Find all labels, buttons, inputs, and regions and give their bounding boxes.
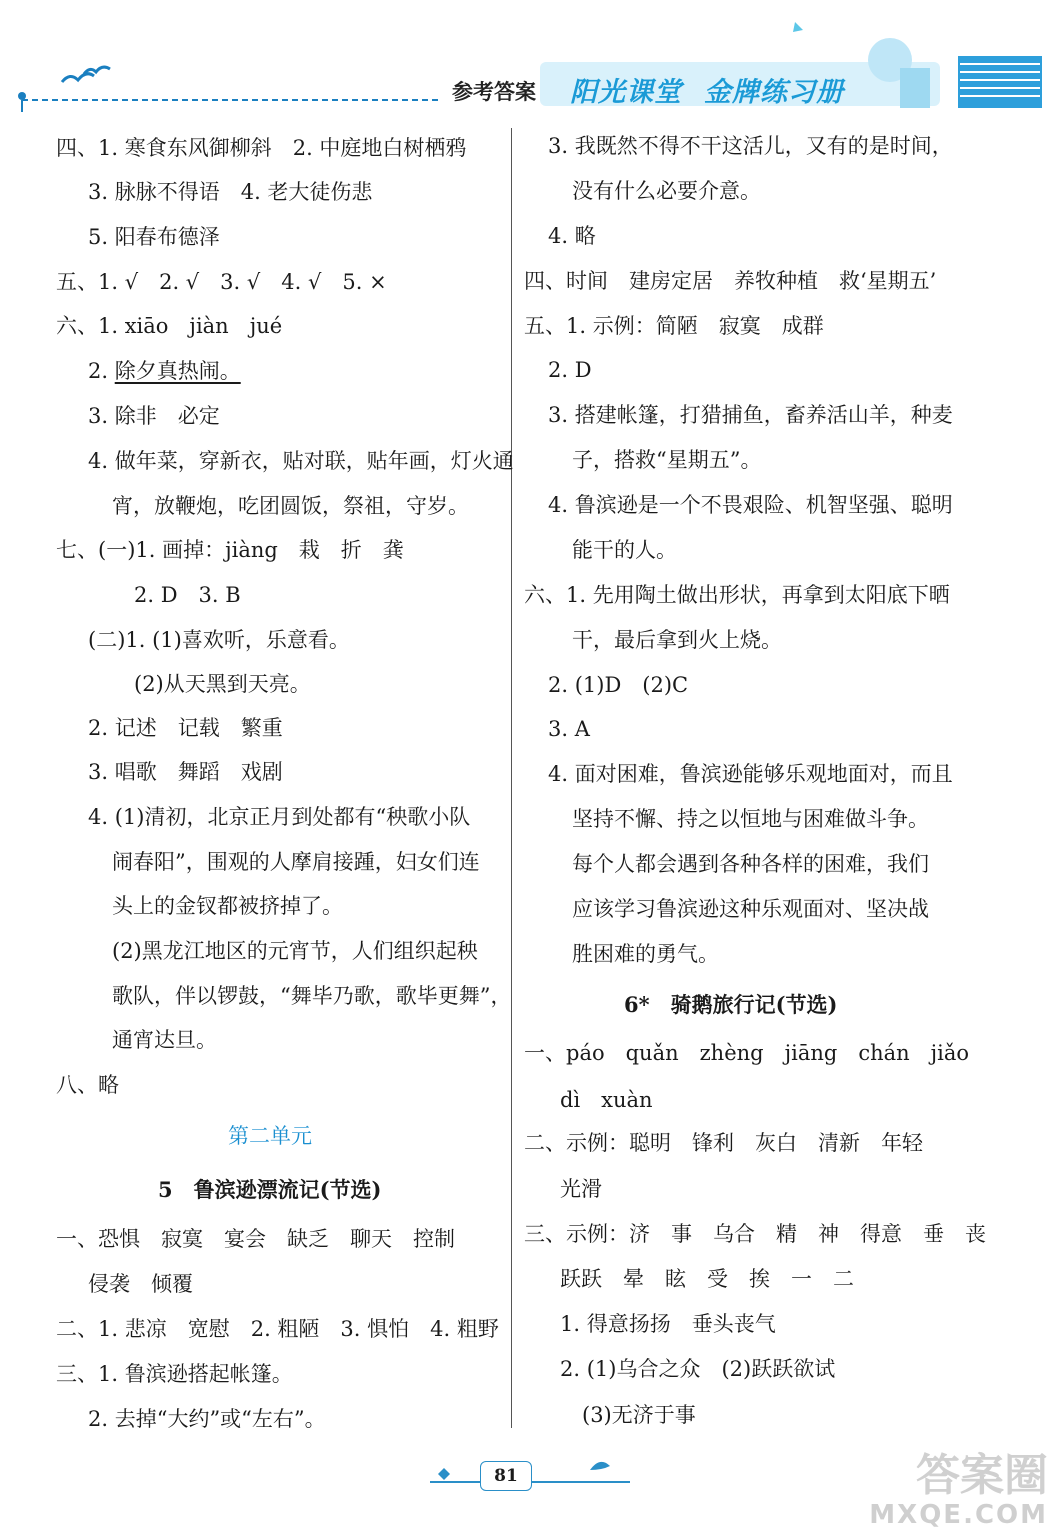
watermark-url: MXQE.COM (869, 1500, 1048, 1530)
answer-line: 5. 阳春布德泽 (88, 225, 220, 249)
answer-line: (二)1. (1)喜欢听，乐意看。 (88, 628, 350, 652)
answer-number: 2. (88, 359, 115, 383)
answer-line: 每个人都会遇到各种各样的困难，我们 (572, 852, 929, 876)
answer-line: 五、1. √ 2. √ 3. √ 4. √ 5. × (56, 270, 387, 294)
answer-line: 3. 唱歌 舞蹈 戏剧 (88, 760, 283, 784)
answer-line: 三、1. 鲁滨逊搭起帐篷。 (56, 1362, 293, 1386)
answer-line: 3. 脉脉不得语 4. 老大徒伤悲 (88, 180, 373, 204)
answer-line: 没有什么必要介意。 (572, 179, 761, 203)
underlined-answer: 除夕真热闹。 (114, 359, 241, 383)
watermark-logo: 答案圈 (916, 1450, 1048, 1501)
answer-line: 闹春阳”，围观的人摩肩接踵，妇女们连 (112, 850, 480, 874)
page-number: 81 (480, 1461, 532, 1491)
answer-line: 2. (1)D (2)C (548, 673, 689, 697)
answer-line: 四、时间 建房定居 养牧种植 救‘星期五’ (524, 269, 937, 293)
answer-line: 二、示例：聪明 锋利 灰白 清新 年轻 (524, 1131, 923, 1155)
answer-line: 3. 除非 必定 (88, 404, 220, 428)
answer-line: 二、1. 悲凉 宽慰 2. 粗陋 3. 惧怕 4. 粗野 (56, 1317, 499, 1341)
answer-line: 2. D 3. B (134, 583, 241, 607)
brand-title-b: 金牌练习册 (704, 77, 844, 108)
answer-line: 七、(一)1. 画掉：jiàng 栽 折 龚 (56, 538, 404, 562)
answer-line: 宵，放鞭炮，吃团圆饭，祭祖，守岁。 (112, 494, 469, 518)
answer-line: 应该学习鲁滨逊这种乐观面对、坚决战 (572, 897, 929, 921)
answer-line: dì xuàn (560, 1088, 653, 1112)
answer-line: 3. 我既然不得不干这活儿，又有的是时间， (548, 134, 953, 158)
column-divider (511, 128, 512, 1428)
answer-line: 4. 略 (548, 224, 596, 248)
brand-title (570, 70, 844, 109)
answer-line: 通宵达旦。 (112, 1028, 217, 1052)
answer-line: 2. 记述 记载 繁重 (88, 716, 283, 740)
answer-line: 五、1. 示例：简陋 寂寞 成群 (524, 314, 824, 338)
answer-line: 歌队，伴以锣鼓，“舞毕乃歌，歌毕更舞”， (112, 984, 512, 1008)
answer-line: (3)无济于事 (582, 1403, 696, 1427)
page-header (0, 0, 1056, 120)
answer-line: 3. 搭建帐篷，打猎捕鱼，畜养活山羊，种麦 (548, 403, 953, 427)
watermark (869, 1452, 1048, 1530)
answer-line: 八、略 (56, 1073, 119, 1097)
answer-line: 2. 去掉“大约”或“左右”。 (88, 1407, 326, 1431)
brand-title-a: 阳光课堂 (570, 77, 682, 108)
answer-line: 干，最后拿到火上烧。 (572, 628, 782, 652)
unit-title: 第二单元 (228, 1124, 312, 1148)
answer-line: 4. 鲁滨逊是一个不畏艰险、机智坚强、聪明 (548, 493, 953, 517)
answer-line: 4. (1)清初，北京正月到处都有“秧歌小队 (88, 805, 471, 829)
lesson-title: 5 鲁滨逊漂流记(节选) (158, 1177, 382, 1202)
answer-line: 2. D (548, 358, 592, 382)
answer-line: 胜困难的勇气。 (572, 942, 719, 966)
answer-line: 光滑 (560, 1177, 602, 1201)
answer-line: 六、1. 先用陶土做出形状，再拿到太阳底下晒 (524, 583, 950, 607)
answer-line: 4. 面对困难，鲁滨逊能够乐观地面对，而且 (548, 762, 953, 786)
answer-line: 四、1. 寒食东风御柳斜 2. 中庭地白树栖鸦 (56, 136, 467, 160)
answer-line: 一、恐惧 寂寞 宴会 缺乏 聊天 控制 (56, 1227, 455, 1251)
answer-line: 4. 做年菜，穿新衣，贴对联，贴年画，灯火通 (88, 449, 514, 473)
bird-icon (62, 74, 94, 82)
answer-line: 能干的人。 (572, 538, 677, 562)
answer-line: 跃跃 晕 眩 受 挨 一 二 (560, 1267, 854, 1291)
answer-line: 三、示例：济 事 乌合 精 神 得意 垂 丧 (524, 1222, 986, 1246)
answer-line: 一、páo quǎn zhèng jiāng chán jiǎo (524, 1041, 970, 1065)
answer-line: 2. (1)乌合之众 (2)跃跃欲试 (560, 1357, 836, 1381)
answer-line: 侵袭 倾覆 (88, 1272, 193, 1296)
answer-line (88, 356, 241, 386)
header-section-label: 参考答案 (452, 79, 536, 104)
answer-line: 坚持不懈、持之以恒地与困难做斗争。 (572, 807, 929, 831)
answer-line: 1. 得意扬扬 垂头丧气 (560, 1312, 776, 1336)
lesson-title: 6* 骑鹅旅行记(节选) (624, 992, 838, 1017)
answer-line: (2)黑龙江地区的元宵节，人们组织起秧 (112, 939, 478, 963)
answer-line: (2)从天黑到天亮。 (134, 672, 311, 696)
answer-line: 3. A (548, 717, 590, 741)
answer-line: 头上的金钗都被挤掉了。 (112, 894, 343, 918)
answer-line: 子，搭救“星期五”。 (572, 448, 762, 472)
answer-line: 六、1. xiāo jiàn jué (56, 314, 283, 338)
